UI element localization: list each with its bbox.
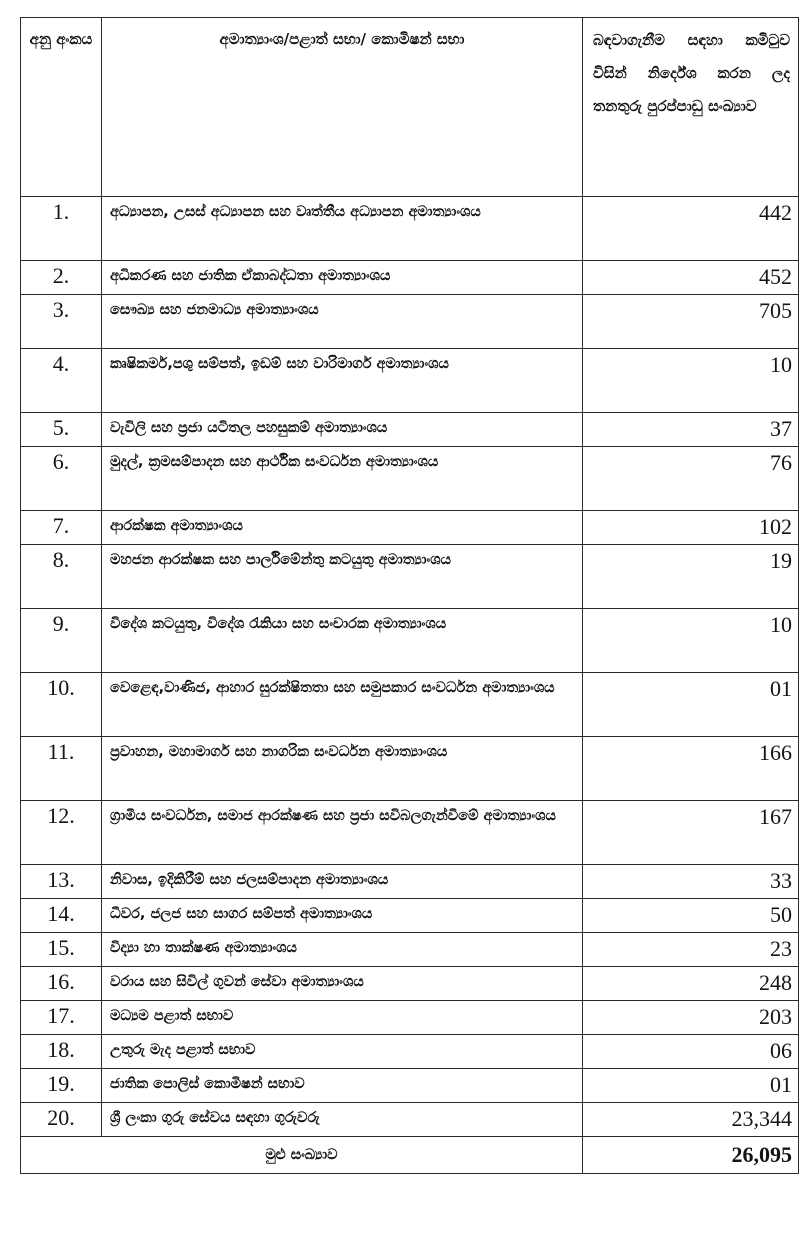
row-vacancy-count: 06 [583, 1035, 799, 1069]
row-vacancy-count: 442 [583, 197, 799, 261]
row-serial-number: 15. [21, 933, 102, 967]
row-serial-number: 5. [21, 413, 102, 447]
row-serial-number: 1. [21, 197, 102, 261]
table-row [21, 511, 799, 545]
vacancies-table [20, 17, 799, 1174]
row-vacancy-count: 19 [583, 545, 799, 609]
row-vacancy-count: 23 [583, 933, 799, 967]
row-ministry-name: මහජන ආරක්ෂක සහ පාර්ලිමේන්තු කටයුතු අමාත්‍යාංශය [102, 545, 583, 609]
row-vacancy-count: 33 [583, 865, 799, 899]
row-ministry-name: වෙළෙඳ,වාණිජ, ආහාර සුරක්ෂිතතා සහ සමුපකාර සංවර්ධන අමාත්‍යාංශය [102, 673, 583, 737]
row-ministry-name: වරාය සහ සිවිල් ගුවන් සේවා අමාත්‍යාංශය [102, 967, 583, 1001]
row-serial-number: 10. [21, 673, 102, 737]
row-serial-number: 2. [21, 261, 102, 295]
table-row [21, 737, 799, 801]
row-ministry-name: ශ්‍රී ලංකා ගුරු සේවය සඳහා ගුරුවරු [102, 1103, 583, 1137]
row-vacancy-count: 248 [583, 967, 799, 1001]
table-row [21, 349, 799, 413]
row-ministry-name: සෞඛ්‍ය සහ ජනමාධ්‍ය අමාත්‍යාංශය [102, 295, 583, 349]
row-serial-number: 11. [21, 737, 102, 801]
header-ministry: අමාත්‍යාංශ/පළාත් සභා/ කොමිෂන් සභා [102, 18, 583, 197]
row-serial-number: 9. [21, 609, 102, 673]
row-ministry-name: විදේශ කටයුතු, විදේශ රැකියා සහ සංචාරක අමාත්‍යාංශය [102, 609, 583, 673]
row-ministry-name: මුදල්, ක්‍රමසම්පාදන සහ ආර්ථික සංවර්ධන අමාත්‍යාංශය [102, 447, 583, 511]
row-serial-number: 3. [21, 295, 102, 349]
row-vacancy-count: 10 [583, 349, 799, 413]
row-serial-number: 12. [21, 801, 102, 865]
row-vacancy-count: 01 [583, 673, 799, 737]
row-serial-number: 16. [21, 967, 102, 1001]
row-ministry-name: අධිකරණ සහ ජාතික ඒකාබද්ධතා අමාත්‍යාංශය [102, 261, 583, 295]
row-serial-number: 17. [21, 1001, 102, 1035]
row-ministry-name: ධීවර, ජලජ සහ සාගර සම්පත් අමාත්‍යාංශය [102, 899, 583, 933]
row-ministry-name: මධ්‍යම පළාත් සභාව [102, 1001, 583, 1035]
row-vacancy-count: 166 [583, 737, 799, 801]
header-row [21, 18, 799, 197]
row-vacancy-count: 452 [583, 261, 799, 295]
row-ministry-name: වැවිලි සහ ප්‍රජා යටිතල පහසුකම් අමාත්‍යාංශය [102, 413, 583, 447]
row-ministry-name: කෘෂිකර්ම,පශු සම්පත්, ඉඩම් සහ වාරිමාර්ග අමාත්‍යාංශය [102, 349, 583, 413]
table-row [21, 609, 799, 673]
table-row [21, 1001, 799, 1035]
row-serial-number: 13. [21, 865, 102, 899]
row-vacancy-count: 705 [583, 295, 799, 349]
row-serial-number: 4. [21, 349, 102, 413]
row-serial-number: 8. [21, 545, 102, 609]
table-row [21, 967, 799, 1001]
row-vacancy-count: 167 [583, 801, 799, 865]
total-value: 26,095 [583, 1137, 799, 1174]
row-vacancy-count: 10 [583, 609, 799, 673]
row-ministry-name: නිවාස, ඉදිකිරීම් සහ ජලසම්පාදන අමාත්‍යාංශය [102, 865, 583, 899]
table-row [21, 801, 799, 865]
row-ministry-name: ප්‍රවාහන, මහාමාර්ග සහ නාගරික සංවර්ධන අමාත්‍යාංශය [102, 737, 583, 801]
table-row [21, 1069, 799, 1103]
table-row [21, 865, 799, 899]
row-vacancy-count: 203 [583, 1001, 799, 1035]
row-serial-number: 18. [21, 1035, 102, 1069]
row-serial-number: 20. [21, 1103, 102, 1137]
row-ministry-name: විද්‍යා හා තාක්ෂණ අමාත්‍යාංශය [102, 933, 583, 967]
row-serial-number: 14. [21, 899, 102, 933]
table-row [21, 899, 799, 933]
header-recommended-vacancies: බඳවාගැනීම සඳහා කමිටුව විසින් නිර්දේශ කරන ලද තනතුරු පුරප්පාඩු සංඛ්‍යාව [583, 18, 799, 197]
row-ministry-name: ජාතික පොලිස් කොමිෂන් සභාව [102, 1069, 583, 1103]
table-row [21, 295, 799, 349]
row-vacancy-count: 76 [583, 447, 799, 511]
table-row [21, 673, 799, 737]
row-serial-number: 19. [21, 1069, 102, 1103]
table-row [21, 261, 799, 295]
total-row [21, 1137, 799, 1174]
table-row [21, 933, 799, 967]
row-serial-number: 6. [21, 447, 102, 511]
row-ministry-name: අධ්‍යාපන, උසස් අධ්‍යාපන සහ වෘත්තීය අධ්‍යාපන අමාත්‍යාංශය [102, 197, 583, 261]
row-serial-number: 7. [21, 511, 102, 545]
row-vacancy-count: 50 [583, 899, 799, 933]
table-row [21, 197, 799, 261]
table-row [21, 545, 799, 609]
row-ministry-name: උතුරු මැද පළාත් සභාව [102, 1035, 583, 1069]
total-label: මුළු සංඛ්‍යාව [21, 1137, 583, 1174]
row-ministry-name: ආරක්ෂක අමාත්‍යාංශය [102, 511, 583, 545]
table-row [21, 1103, 799, 1137]
header-serial-number: අනු අංකය [21, 18, 102, 197]
table-body [21, 197, 799, 1137]
row-ministry-name: ග්‍රාමීය සංවර්ධන, සමාජ ආරක්ෂණ සහ ප්‍රජා සවිබලගැන්වීමේ අමාත්‍යාංශය [102, 801, 583, 865]
table-row [21, 447, 799, 511]
table-row [21, 1035, 799, 1069]
row-vacancy-count: 102 [583, 511, 799, 545]
table-row [21, 413, 799, 447]
row-vacancy-count: 37 [583, 413, 799, 447]
row-vacancy-count: 23,344 [583, 1103, 799, 1137]
row-vacancy-count: 01 [583, 1069, 799, 1103]
